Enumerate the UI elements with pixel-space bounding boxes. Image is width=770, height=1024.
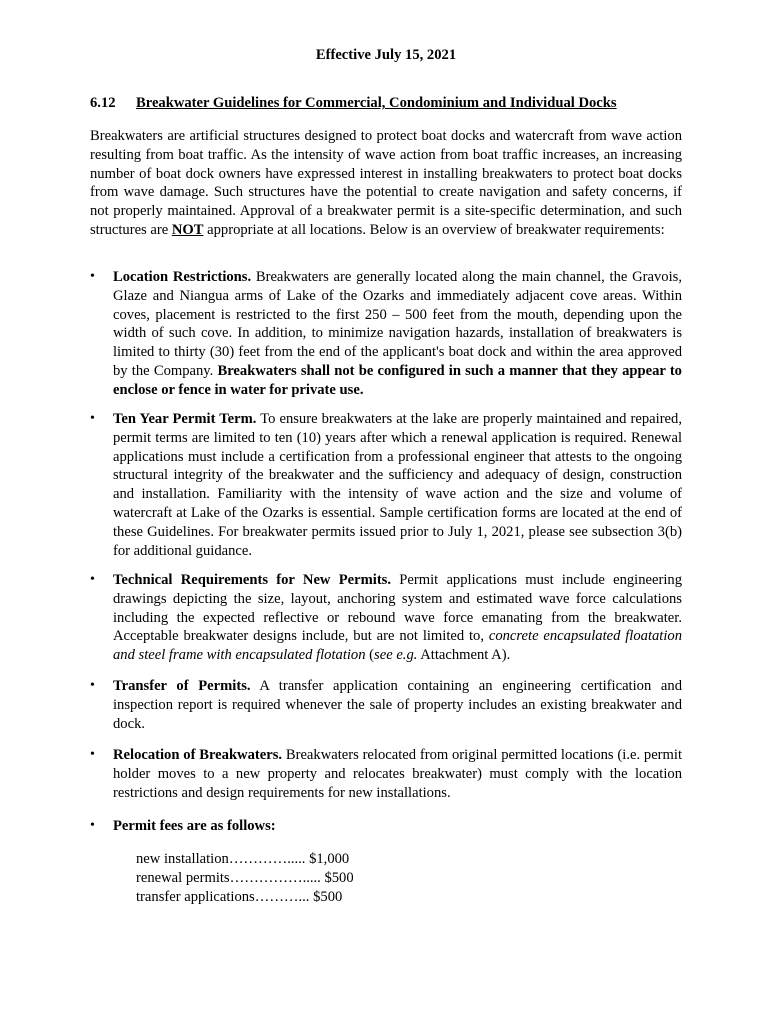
fee-renewal-permits: renewal permits……………..... $500 (136, 869, 354, 886)
intro-paragraph (90, 127, 682, 240)
bullet-emphasis: Breakwaters shall not be configured in such a manner that they appear to enclose or fence in water for private use. (113, 362, 682, 398)
bullet-icon: • (90, 269, 95, 284)
bullet-text-mid: ( (365, 647, 375, 664)
section-number: 6.12 (90, 95, 116, 111)
bullet-text: To ensure breakwaters at the lake are properly maintained and repaired, permit terms are limited to ten (10) years after which a renewal application is required. Renewal applications must include a certification from a professional engineer that attests to the ongoing structural integrity of the breakwater and the sufficiency and adequacy of design, construction and installation. Familiarity with the intensity of wave action and the size and volume of watercraft at Lake of the Ozarks is essential. Sample certification forms are located at the end of these Guidelines. For breakwater permits issued prior to July 1, 2021, please see subsection 3(b) for additional guidance. (113, 411, 682, 559)
bullet-technical-requirements (90, 571, 682, 665)
bullet-icon: • (90, 678, 95, 693)
bullet-icon: • (90, 747, 95, 762)
bullet-icon: • (90, 818, 95, 833)
effective-date: Effective July 15, 2021 (315, 47, 457, 63)
bullet-lead: Ten Year Permit Term. (113, 411, 257, 427)
bullet-text: Breakwaters are generally located along the main channel, the Gravois, Glaze and Niangua arms of Lake of the Ozarks and immediately adjacent cove areas. Within coves, placement is restricted to the first 250 – 500 feet from the mouth, depending upon the width of such cove. In addition, to minimize navigation hazards, installation of breakwaters is limited to thirty (30) feet from the end of the applicant's boat dock and within the area approved by the Company. (113, 269, 682, 379)
bullet-lead: Relocation of Breakwaters. (113, 747, 283, 763)
bullet-icon: • (90, 411, 95, 426)
bullet-text: A transfer application containing an engineering certification and inspection report is required whenever the sale of property includes an existing breakwater and dock. (113, 678, 682, 732)
bullet-permit-term (90, 410, 682, 560)
bullet-italic-designs: concrete encapsulated floatation and steel frame with encapsulated flotation (113, 628, 682, 664)
bullet-body (113, 571, 682, 665)
intro-text-before: Breakwaters are artificial structures designed to protect boat docks and watercraft from wave action resulting from boat traffic. As the intensity of wave action from boat traffic increases, an increasing number of boat dock owners have expressed interest in installing breakwaters to protect boat docks from wave damage. Such structures have the potential to create navigation and safety concerns, if not properly maintained. Approval of a breakwater permit is a site-specific determination, and such structures are (90, 128, 682, 238)
intro-text-after: appropriate at all locations. Below is an overview of breakwater requirements: (203, 221, 665, 238)
section-heading (90, 94, 690, 113)
section-title: Breakwater Guidelines for Commercial, Condominium and Individual Docks (136, 95, 617, 111)
bullet-text: Permit applications must include engineering drawings depicting the size, layout, anchoring system and estimated wave force calculations including the expected reflective or rebound wave force emanating from the breakwater. Acceptable breakwater designs include, but are not limited to, (113, 572, 682, 645)
bullet-relocation (90, 746, 682, 802)
fee-new-installation: new installation…………..... $1,000 (136, 851, 350, 867)
fee-list (136, 850, 436, 906)
bullet-icon: • (90, 572, 95, 587)
bullet-lead: Location Restrictions. (113, 269, 252, 285)
bullet-body (113, 268, 682, 400)
bullet-lead: Technical Requirements for New Permits. (113, 572, 392, 588)
bullet-lead: Permit fees are as follows: (113, 818, 276, 834)
bullet-body (113, 817, 682, 836)
bullet-body (113, 677, 682, 733)
bullet-body (113, 746, 682, 802)
bullet-text-end: Attachment A). (417, 647, 511, 664)
intro-not-emphasis: NOT (171, 221, 204, 238)
bullet-permit-fees (90, 817, 682, 836)
bullet-transfer-permits (90, 677, 682, 733)
bullet-italic-see: see e.g. (374, 647, 418, 664)
bullet-location-restrictions (90, 268, 682, 400)
bullet-lead: Transfer of Permits. (113, 678, 251, 694)
fee-transfer-applications: transfer applications………... $500 (136, 888, 343, 905)
bullet-text: Breakwaters relocated from original permitted locations (i.e. permit holder moves to a new property and relocates breakwater) must comply with the location restrictions and design requirements for new installations. (113, 747, 682, 801)
bullet-body (113, 410, 682, 560)
